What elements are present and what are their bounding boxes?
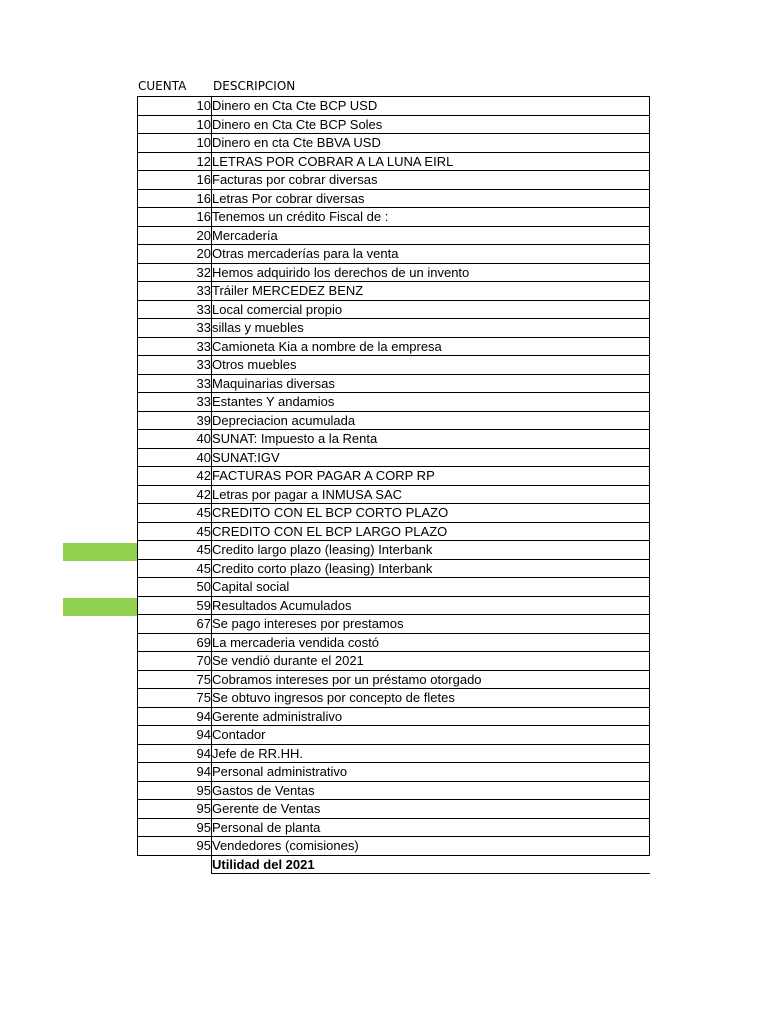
table-row bbox=[138, 448, 650, 467]
account-code[interactable]: 45 bbox=[138, 541, 212, 560]
table-row bbox=[138, 633, 650, 652]
account-code[interactable]: 33 bbox=[138, 300, 212, 319]
account-description[interactable]: Dinero en cta Cte BBVA USD bbox=[212, 134, 650, 153]
table-row bbox=[138, 245, 650, 264]
table-row bbox=[138, 670, 650, 689]
table-row bbox=[138, 744, 650, 763]
account-code[interactable]: 59 bbox=[138, 596, 212, 615]
table-row bbox=[138, 818, 650, 837]
table-row bbox=[138, 837, 650, 856]
table-row bbox=[138, 689, 650, 708]
account-description[interactable]: SUNAT:IGV bbox=[212, 448, 650, 467]
account-code[interactable]: 42 bbox=[138, 485, 212, 504]
account-description[interactable]: FACTURAS POR PAGAR A CORP RP bbox=[212, 467, 650, 486]
account-description[interactable]: Gerente de Ventas bbox=[212, 800, 650, 819]
table-row bbox=[138, 504, 650, 523]
account-code[interactable]: 94 bbox=[138, 726, 212, 745]
account-description[interactable]: Dinero en Cta Cte BCP USD bbox=[212, 97, 650, 116]
table-row bbox=[138, 596, 650, 615]
account-code[interactable]: 20 bbox=[138, 226, 212, 245]
account-description[interactable]: Facturas por cobrar diversas bbox=[212, 171, 650, 190]
account-code[interactable]: 45 bbox=[138, 522, 212, 541]
account-code[interactable]: 95 bbox=[138, 818, 212, 837]
table-row bbox=[138, 189, 650, 208]
account-description[interactable]: sillas y muebles bbox=[212, 319, 650, 338]
table-row bbox=[138, 319, 650, 338]
highlight-cell bbox=[63, 543, 137, 561]
table-row bbox=[138, 541, 650, 560]
account-code[interactable]: 94 bbox=[138, 763, 212, 782]
account-code[interactable]: 16 bbox=[138, 208, 212, 227]
account-description[interactable]: Dinero en Cta Cte BCP Soles bbox=[212, 115, 650, 134]
account-description[interactable]: Capital social bbox=[212, 578, 650, 597]
account-code[interactable]: 50 bbox=[138, 578, 212, 597]
account-code[interactable]: 16 bbox=[138, 189, 212, 208]
account-description[interactable]: Se obtuvo ingresos por concepto de fletes bbox=[212, 689, 650, 708]
table-row bbox=[138, 115, 650, 134]
account-description[interactable]: Otras mercaderías para la venta bbox=[212, 245, 650, 264]
account-code[interactable]: 45 bbox=[138, 559, 212, 578]
account-description[interactable]: Credito largo plazo (leasing) Interbank bbox=[212, 541, 650, 560]
table-row bbox=[138, 578, 650, 597]
table-row bbox=[138, 226, 650, 245]
account-code[interactable]: 33 bbox=[138, 337, 212, 356]
account-code[interactable]: 10 bbox=[138, 134, 212, 153]
account-code[interactable]: 75 bbox=[138, 689, 212, 708]
account-description[interactable]: Camioneta Kia a nombre de la empresa bbox=[212, 337, 650, 356]
table-row bbox=[138, 282, 650, 301]
table-row bbox=[138, 522, 650, 541]
account-code[interactable]: 20 bbox=[138, 245, 212, 264]
table-row bbox=[138, 430, 650, 449]
table-row bbox=[138, 726, 650, 745]
table-row bbox=[138, 152, 650, 171]
table-row bbox=[138, 300, 650, 319]
header-cuenta: CUENTA bbox=[138, 79, 187, 93]
account-code[interactable]: 39 bbox=[138, 411, 212, 430]
account-code[interactable]: 42 bbox=[138, 467, 212, 486]
account-code[interactable]: 33 bbox=[138, 282, 212, 301]
table-row bbox=[138, 208, 650, 227]
account-description[interactable]: Depreciacion acumulada bbox=[212, 411, 650, 430]
table-row bbox=[138, 707, 650, 726]
table-row bbox=[138, 171, 650, 190]
account-code[interactable]: 32 bbox=[138, 263, 212, 282]
table-row bbox=[138, 559, 650, 578]
account-code[interactable]: 67 bbox=[138, 615, 212, 634]
account-description[interactable]: CREDITO CON EL BCP CORTO PLAZO bbox=[212, 504, 650, 523]
account-description[interactable]: Resultados Acumulados bbox=[212, 596, 650, 615]
account-description[interactable]: Local comercial propio bbox=[212, 300, 650, 319]
table-row bbox=[138, 97, 650, 116]
account-description[interactable]: Gerente administralivo bbox=[212, 707, 650, 726]
account-code[interactable]: 95 bbox=[138, 837, 212, 856]
account-code[interactable]: 33 bbox=[138, 319, 212, 338]
table-row bbox=[138, 263, 650, 282]
account-code[interactable]: 10 bbox=[138, 97, 212, 116]
table-row bbox=[138, 800, 650, 819]
account-code[interactable]: 70 bbox=[138, 652, 212, 671]
account-description[interactable]: Personal administrativo bbox=[212, 763, 650, 782]
account-description[interactable]: LETRAS POR COBRAR A LA LUNA EIRL bbox=[212, 152, 650, 171]
account-code[interactable]: 40 bbox=[138, 430, 212, 449]
table-row bbox=[138, 485, 650, 504]
account-description[interactable]: La mercaderia vendida costó bbox=[212, 633, 650, 652]
account-description[interactable]: Jefe de RR.HH. bbox=[212, 744, 650, 763]
account-description[interactable]: Credito corto plazo (leasing) Interbank bbox=[212, 559, 650, 578]
account-code[interactable]: 33 bbox=[138, 356, 212, 375]
account-description[interactable]: Contador bbox=[212, 726, 650, 745]
account-description[interactable]: CREDITO CON EL BCP LARGO PLAZO bbox=[212, 522, 650, 541]
account-description[interactable]: Mercadería bbox=[212, 226, 650, 245]
account-description[interactable]: Tráiler MERCEDEZ BENZ bbox=[212, 282, 650, 301]
account-description[interactable]: Hemos adquirido los derechos de un invento bbox=[212, 263, 650, 282]
table-row bbox=[138, 393, 650, 412]
account-code[interactable]: 94 bbox=[138, 707, 212, 726]
account-code[interactable]: 16 bbox=[138, 171, 212, 190]
account-code[interactable]: 33 bbox=[138, 374, 212, 393]
account-description[interactable]: Tenemos un crédito Fiscal de : bbox=[212, 208, 650, 227]
account-code[interactable]: 10 bbox=[138, 115, 212, 134]
table-row bbox=[138, 652, 650, 671]
table-row bbox=[138, 356, 650, 375]
table-row bbox=[138, 467, 650, 486]
account-description[interactable]: Cobramos intereses por un préstamo otorgado bbox=[212, 670, 650, 689]
total-row bbox=[138, 855, 650, 874]
table-row bbox=[138, 134, 650, 153]
account-code[interactable]: 75 bbox=[138, 670, 212, 689]
account-code[interactable]: 94 bbox=[138, 744, 212, 763]
accounts-table bbox=[137, 96, 650, 874]
table-row bbox=[138, 374, 650, 393]
table-row bbox=[138, 763, 650, 782]
account-description[interactable]: Gastos de Ventas bbox=[212, 781, 650, 800]
account-description[interactable]: Se pago intereses por prestamos bbox=[212, 615, 650, 634]
table-row bbox=[138, 615, 650, 634]
total-code-empty[interactable] bbox=[138, 855, 212, 874]
account-description[interactable]: Otros muebles bbox=[212, 356, 650, 375]
account-description[interactable]: Personal de planta bbox=[212, 818, 650, 837]
account-code[interactable]: 45 bbox=[138, 504, 212, 523]
table-row bbox=[138, 411, 650, 430]
account-description[interactable]: Vendedores (comisiones) bbox=[212, 837, 650, 856]
table-row bbox=[138, 781, 650, 800]
account-description[interactable]: Se vendió durante el 2021 bbox=[212, 652, 650, 671]
account-code[interactable]: 12 bbox=[138, 152, 212, 171]
table-row bbox=[138, 337, 650, 356]
account-code[interactable]: 95 bbox=[138, 800, 212, 819]
account-code[interactable]: 40 bbox=[138, 448, 212, 467]
total-label[interactable]: Utilidad del 2021 bbox=[212, 855, 650, 874]
account-description[interactable]: Maquinarias diversas bbox=[212, 374, 650, 393]
header-descripcion: DESCRIPCION bbox=[213, 79, 296, 93]
account-code[interactable]: 69 bbox=[138, 633, 212, 652]
account-description[interactable]: Letras por pagar a INMUSA SAC bbox=[212, 485, 650, 504]
highlight-cell bbox=[63, 598, 137, 616]
account-description[interactable]: SUNAT: Impuesto a la Renta bbox=[212, 430, 650, 449]
account-code[interactable]: 33 bbox=[138, 393, 212, 412]
account-code[interactable]: 95 bbox=[138, 781, 212, 800]
account-description[interactable]: Estantes Y andamios bbox=[212, 393, 650, 412]
account-description[interactable]: Letras Por cobrar diversas bbox=[212, 189, 650, 208]
